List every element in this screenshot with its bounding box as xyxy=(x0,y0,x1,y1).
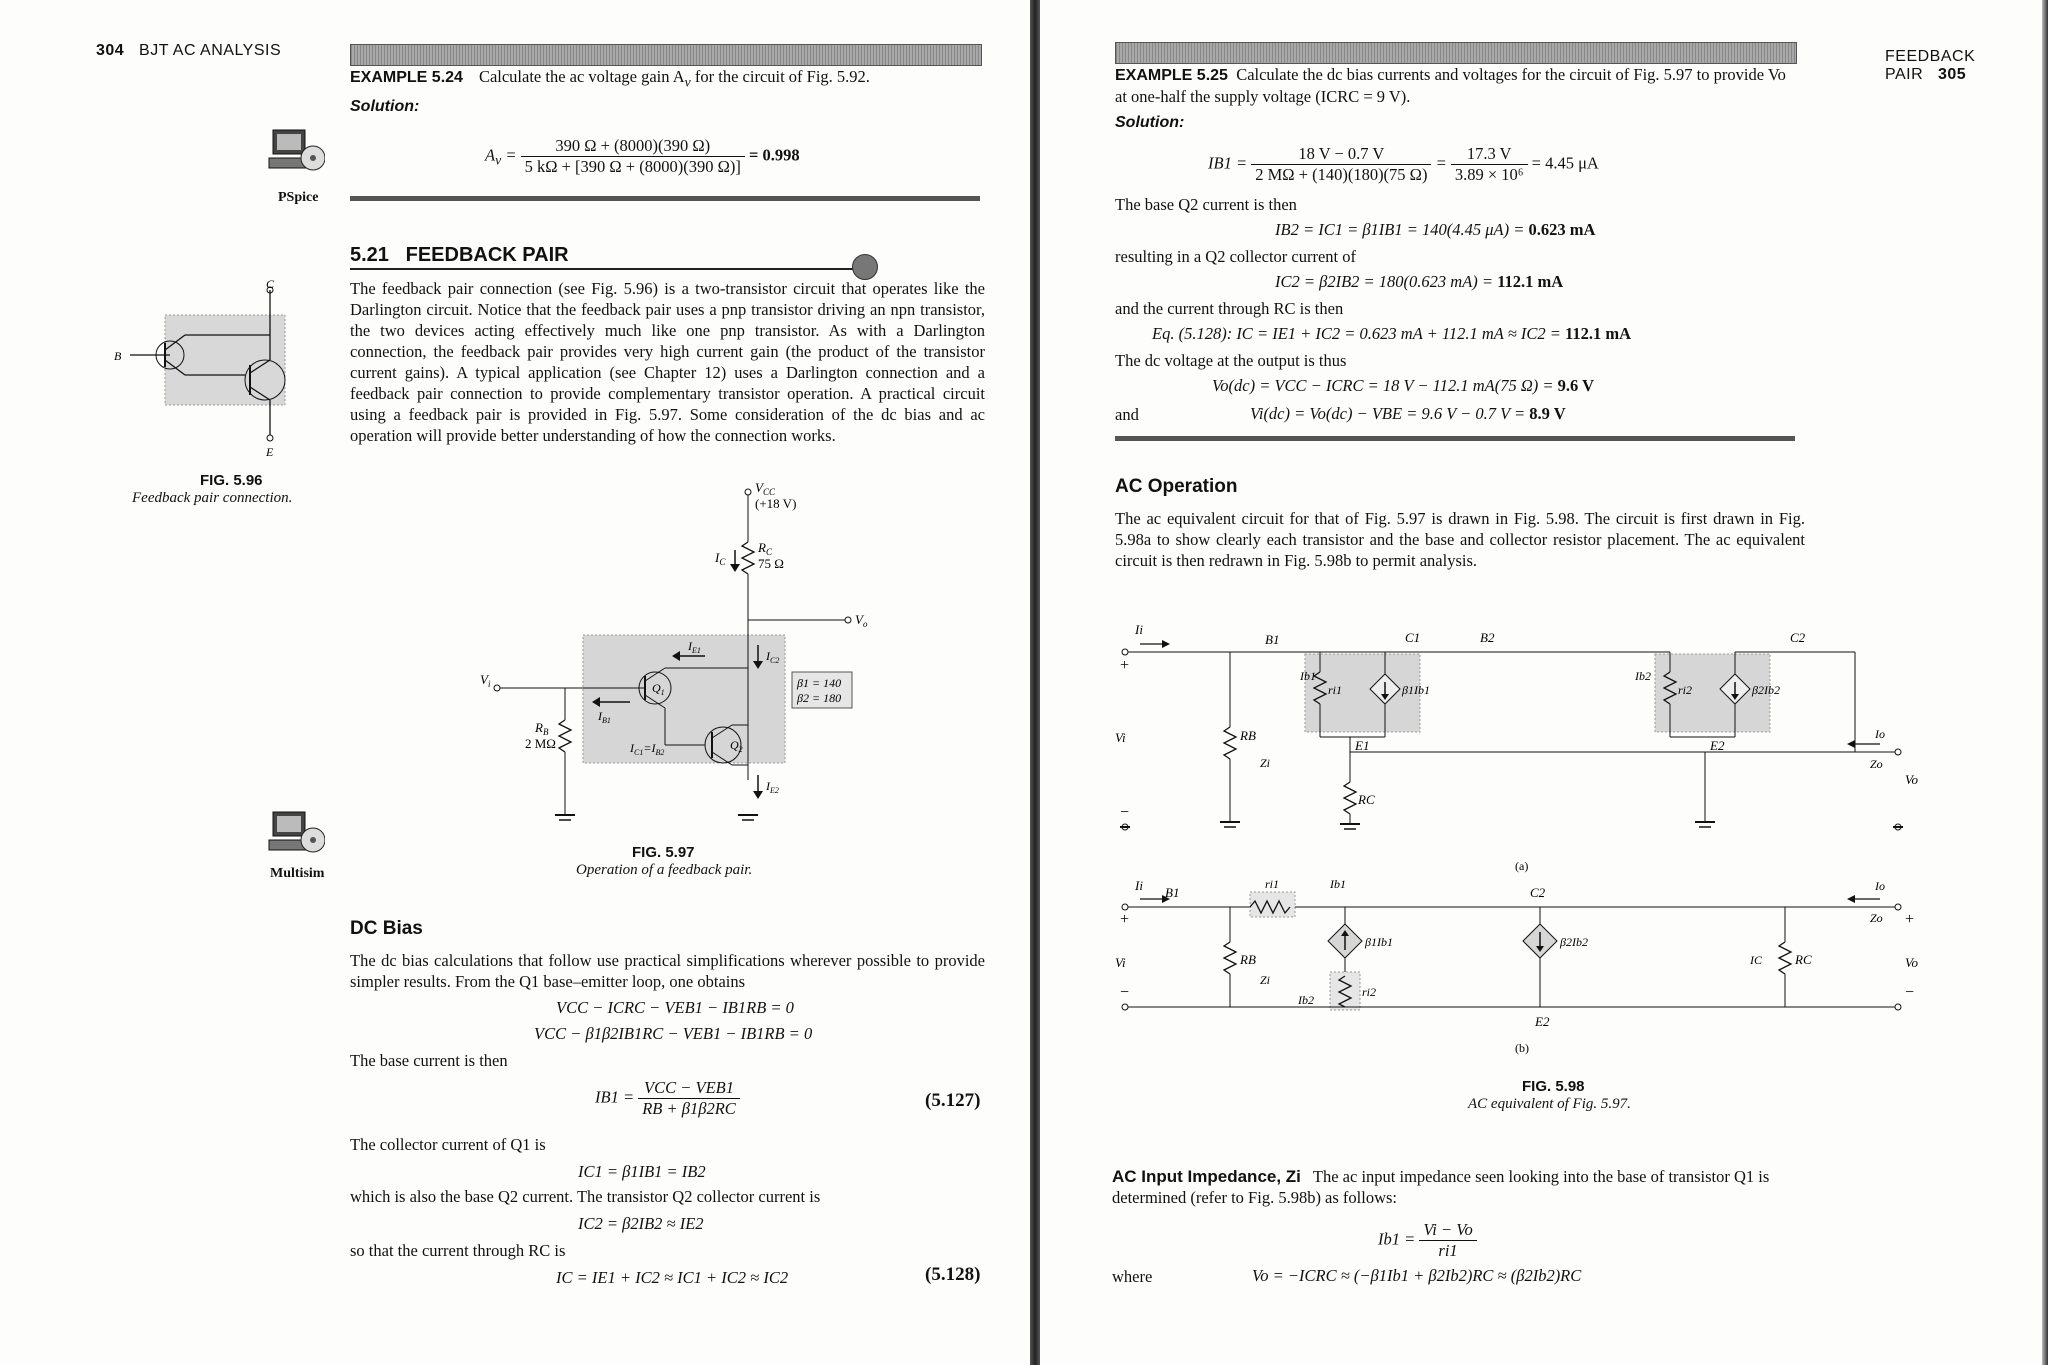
input-impedance-heading: AC Input Impedance, Zi xyxy=(1112,1167,1301,1186)
dc-eq-1: VCC − ICRC − VEB1 − IB1RB = 0 xyxy=(556,998,794,1017)
svg-text:+: + xyxy=(1120,911,1130,928)
eq-ib2: IB2 = IC1 = β1IB1 = 140(4.45 μA) = 0.623 mA xyxy=(1275,220,1596,239)
svg-text:E2: E2 xyxy=(1535,1014,1550,1029)
text-and: and xyxy=(1115,405,1139,424)
svg-text:75 Ω: 75 Ω xyxy=(758,556,784,571)
svg-text:Q2: $Q_2$ xyxy=(730,738,743,754)
svg-text:Ii: Ii xyxy=(1135,622,1143,637)
svg-text:IE1: $I_{E1}$ xyxy=(688,639,701,655)
dc-eq-2: VCC − β1β2IB1RC − VEB1 − IB1RB = 0 xyxy=(534,1024,813,1043)
eq-ic2: IC2 = β2IB2 = 180(0.623 mA) = 112.1 mA xyxy=(1275,272,1564,291)
svg-text:−: − xyxy=(1905,984,1915,1001)
svg-text:ri1: ri1 xyxy=(1265,877,1280,891)
fig-5-98-caption: AC equivalent of Fig. 5.97. xyxy=(1468,1096,1631,1112)
right-page xyxy=(1040,0,2048,1365)
computer-icon xyxy=(265,810,325,862)
section-paragraph: The feedback pair connection (see Fig. 5.96) is a two-transistor circuit that operates like the Darlington circuit. Notice that the feedback pair uses a pnp transistor driving an npn transistor, the two devices acting effectively much like one pnp transistor. As with a Darlington connection, the feedback pair provides very high current gain (the product of the transistor current gains). A typical application (see Chapter 12) uses a Darlington connection and a feedback pair connection to provide complementary transistor operation. A practical circuit using a feedback pair is provided in Fig. 5.97. Some consideration of the dc bias and ac operation will provide better understanding of how the connection works. xyxy=(350,279,985,445)
gain-equation: $A_v$ = $\frac{390 \Omega + (8000)(390 \Omega)}{5 k\Omega + [390 \Omega + (8000)(390 \Omega)]}$ = 0.998 xyxy=(485,136,800,176)
svg-text:Zo: Zo xyxy=(1870,911,1883,925)
eq-vi: Vi(dc) = Vo(dc) − VBE = 9.6 V − 0.7 V = 8.9 V xyxy=(1250,404,1566,423)
svg-text:Zi: Zi xyxy=(1260,756,1271,770)
dc-bias-paragraph: The dc bias calculations that follow use practical simplifications wherever possible to provide simpler results. From the Q1 base–emitter loop, one obtains xyxy=(350,951,985,991)
svg-text:−: − xyxy=(1120,984,1130,1001)
text-dc-voltage: The dc voltage at the output is thus xyxy=(1115,351,1347,370)
ac-operation-paragraph: The ac equivalent circuit for that of Fig. 5.97 is drawn in Fig. 5.98. The circuit is first drawn in Fig. 5.98a to show clearly each transistor and the base and collector resistor placement. The ac equivalent circuit is then redrawn in Fig. 5.98b to permit analysis. xyxy=(1115,509,1805,570)
svg-text:(b): (b) xyxy=(1515,1041,1529,1055)
eq-ib1-ac: Ib1 = $\frac{Vi - Vo}{ri1}$ xyxy=(1378,1220,1477,1261)
eq-5-128: IC = IE1 + IC2 ≈ IC1 + IC2 ≈ IC2 xyxy=(556,1268,789,1287)
eq-vo: Vo(dc) = VCC − ICRC = 18 V − 112.1 mA(75 Ω) = 9.6 V xyxy=(1212,376,1595,395)
svg-text:IC1=IB2: $I_{C1}=I_{B2}$ xyxy=(630,741,665,757)
svg-text:(+18 V): (+18 V) xyxy=(755,496,797,511)
svg-text:Vi: $V_i$ xyxy=(480,672,491,689)
label-b: B xyxy=(114,349,122,363)
solution-label: Solution: xyxy=(1115,114,1185,131)
svg-text:ri2: ri2 xyxy=(1362,985,1377,999)
dc-text-so: so that the current through RC is xyxy=(350,1241,566,1260)
running-head-title: BJT AC ANALYSIS xyxy=(139,42,282,59)
svg-text:E1: E1 xyxy=(1355,738,1370,753)
dc-text-base: The base current is then xyxy=(350,1051,508,1070)
svg-text:β1Ib1: β1Ib1 xyxy=(1365,935,1393,949)
fig-5-97 xyxy=(480,480,880,845)
eq-5-127: IB1 = $\frac{\text{VCC − VEB1}}{RB + \beta 1\beta 2RC}$ xyxy=(595,1078,740,1119)
svg-text:C2: C2 xyxy=(1790,630,1806,645)
svg-text:C1: C1 xyxy=(1405,630,1421,645)
svg-text:RC: RC xyxy=(1358,792,1375,807)
svg-text:Ib1: Ib1 xyxy=(1330,877,1346,891)
label-e: E xyxy=(266,445,274,459)
fig-5-97-caption: Operation of a feedback pair. xyxy=(576,862,753,878)
multisim-label: Multisim xyxy=(270,866,325,881)
page-number: 305 xyxy=(1938,66,1967,83)
fig-5-97-label: FIG. 5.97 xyxy=(632,844,695,861)
text-base-q2: The base Q2 current is then xyxy=(1115,195,1297,214)
svg-text:β2 = 180: β2 = 180 xyxy=(797,691,842,705)
running-head-right xyxy=(1885,48,2048,84)
svg-text:Vo: Vo xyxy=(1905,955,1918,970)
svg-text:Ib2: Ib2 xyxy=(1635,669,1651,683)
dc-bias-heading: DC Bias xyxy=(350,918,423,939)
page-edge-right xyxy=(2042,0,2048,1365)
svg-text:B2: B2 xyxy=(1480,630,1495,645)
svg-text:IB1: $I_{B1}$ xyxy=(598,709,611,725)
dc-eq-4: IC2 = β2IB2 ≈ IE2 xyxy=(578,1214,704,1233)
svg-text:IC2: $I_{C2}$ xyxy=(766,649,780,665)
svg-text:Ii: Ii xyxy=(1135,878,1143,893)
example-5-24-header xyxy=(350,66,870,92)
svg-text:ri2: ri2 xyxy=(1678,683,1693,697)
svg-text:RC: RC xyxy=(1795,952,1812,967)
svg-text:RB: RB xyxy=(1240,728,1256,743)
running-head-title: FEEDBACK PAIR xyxy=(1885,48,1976,83)
section-dot xyxy=(852,254,878,280)
eq-number-5-127: (5.127) xyxy=(925,1090,981,1111)
computer-icon xyxy=(265,128,325,180)
eq-ib1: IB1 = $\frac{18 V - 0.7 V}{2 M\Omega + (140)(180)(75 \Omega)}$ = $\frac{17.3 V}{\text{3.89 × 10⁶}}$ = 4.45 μA xyxy=(1208,144,1599,184)
svg-text:C2: C2 xyxy=(1530,885,1546,900)
dc-eq-3: IC1 = β1IB1 = IB2 xyxy=(578,1162,706,1181)
text-where: where xyxy=(1112,1267,1153,1286)
example-label: EXAMPLE 5.24 xyxy=(350,69,463,86)
svg-text:IE2: $I_{E2}$ xyxy=(766,779,779,795)
fig-5-96 xyxy=(110,280,310,465)
svg-text:β2Ib2: β2Ib2 xyxy=(1560,935,1588,949)
pspice-icon xyxy=(265,128,325,185)
fig-5-96-caption: Feedback pair connection. xyxy=(132,490,293,506)
svg-text:IC: IC xyxy=(1750,953,1762,967)
svg-text:Ib1: Ib1 xyxy=(1300,669,1316,683)
example-end-rule xyxy=(1115,436,1795,441)
fig-5-96-label: FIG. 5.96 xyxy=(200,472,263,489)
eq-number-5-128: (5.128) xyxy=(925,1264,981,1285)
svg-text:Zo: Zo xyxy=(1870,757,1883,771)
svg-text:Ib2: Ib2 xyxy=(1298,993,1314,1007)
input-impedance-text: The ac input impedance seen looking into the base of transistor Q1 is determined (refer to Fig. 5.98b) as follows: xyxy=(1112,1167,1770,1207)
solution-label: Solution: xyxy=(350,98,420,115)
fig-5-98 xyxy=(1100,612,1920,1067)
example-bar xyxy=(1115,42,1797,64)
svg-text:Vi: Vi xyxy=(1115,955,1126,970)
svg-text:+: + xyxy=(1120,657,1130,674)
svg-text:β2Ib2: β2Ib2 xyxy=(1752,683,1780,697)
svg-text:β1 = 140: β1 = 140 xyxy=(797,676,842,690)
example-prompt: Calculate the ac voltage gain $A_v$ for the circuit of Fig. 5.92. xyxy=(478,67,870,90)
book-gutter xyxy=(1030,0,1040,1365)
dc-text-collector: The collector current of Q1 is xyxy=(350,1135,546,1154)
svg-text:VCC: $V_{CC}$ xyxy=(755,480,775,497)
running-head-left xyxy=(96,42,281,60)
example-bar xyxy=(350,44,982,66)
svg-text:RC: $R_C$ xyxy=(758,540,772,557)
svg-text:IC: $I_C$ xyxy=(715,550,726,567)
pspice-label: PSpice xyxy=(278,190,319,205)
text-current: and the current through RC is then xyxy=(1115,299,1344,318)
svg-text:Io: Io xyxy=(1875,727,1885,741)
eq-ic: Eq. (5.128): IC = IE1 + IC2 = 0.623 mA + 112.1 mA ≈ IC2 = 112.1 mA xyxy=(1152,324,1632,343)
svg-text:(a): (a) xyxy=(1515,859,1529,873)
text-resulting: resulting in a Q2 collector current of xyxy=(1115,247,1356,266)
ac-operation-heading: AC Operation xyxy=(1115,476,1238,497)
svg-text:Vi: Vi xyxy=(1115,730,1126,745)
page-number: 304 xyxy=(96,42,125,59)
svg-text:B1: B1 xyxy=(1265,632,1280,647)
example-5-25-header: EXAMPLE 5.25 Calculate the dc bias currents and voltages for the circuit of Fig. 5.97 to provide Vo at one-half the supply voltage (ICRC = 9 V). xyxy=(1115,65,1786,106)
section-rule xyxy=(350,268,860,270)
svg-text:Zi: Zi xyxy=(1260,973,1271,987)
svg-text:RB: $R_B$ xyxy=(535,720,549,737)
input-impedance-block xyxy=(1112,1166,1802,1208)
svg-text:Vo: Vo xyxy=(1905,772,1918,787)
svg-text:+: + xyxy=(1905,911,1915,928)
svg-text:Vo: $V_o$ xyxy=(855,612,868,629)
svg-text:B1: B1 xyxy=(1165,885,1180,900)
fig-5-98-label: FIG. 5.98 xyxy=(1522,1078,1585,1095)
dc-text-which: which is also the base Q2 current. The transistor Q2 collector current is xyxy=(350,1187,821,1206)
svg-text:Q1: $Q_1$ xyxy=(652,681,665,697)
svg-text:ri1: ri1 xyxy=(1328,683,1343,697)
multisim-icon xyxy=(265,810,325,867)
svg-text:Io: Io xyxy=(1875,879,1885,893)
svg-text:−: − xyxy=(1120,804,1130,821)
example-end-rule xyxy=(350,196,980,201)
svg-text:E2: E2 xyxy=(1710,738,1725,753)
section-heading: 5.21 FEEDBACK PAIR xyxy=(350,244,569,266)
svg-text:RB: RB xyxy=(1240,952,1256,967)
svg-text:β1Ib1: β1Ib1 xyxy=(1402,683,1430,697)
svg-text:2 MΩ: 2 MΩ xyxy=(525,736,556,751)
eq-vo-ac: Vo = −ICRC ≈ (−β1Ib1 + β2Ib2)RC ≈ (β2Ib2)RC xyxy=(1252,1266,1582,1285)
label-c: C xyxy=(266,280,275,291)
